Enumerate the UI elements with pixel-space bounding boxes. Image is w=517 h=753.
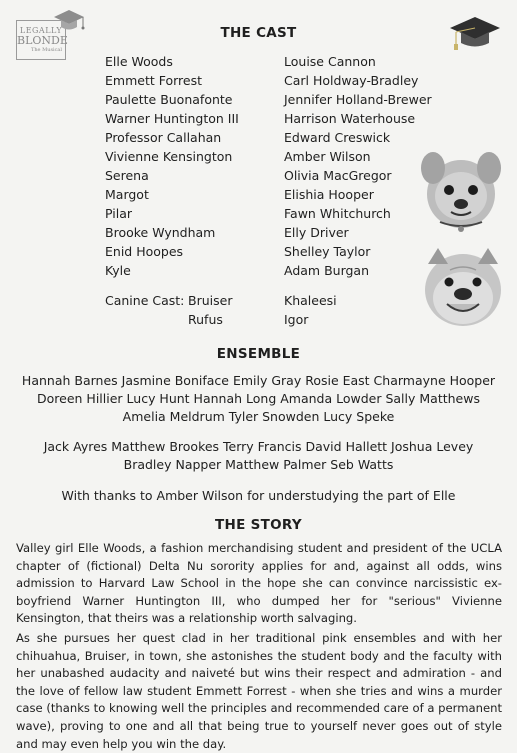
actor-name: Elly Driver [284,225,349,240]
character-name: Kyle [105,263,131,278]
cast-heading: THE CAST [220,25,297,41]
logo-line-1: LEGALLY [19,26,63,35]
bulldog-photo [420,240,506,332]
canine-actor: Igor [284,312,309,327]
canine-actor: Khaleesi [284,293,337,308]
actor-name: Jennifer Holland-Brewer [284,92,432,107]
story-heading: THE STORY [215,517,302,533]
actor-name: Louise Cannon [284,54,376,69]
logo-line-3: The Musical [31,47,62,53]
ensemble-line: Hannah Barnes Jasmine Boniface Emily Gray Rosie East Charmayne Hooper [21,373,496,388]
ensemble-line: Doreen Hillier Lucy Hunt Hannah Long Amanda Lowder Sally Matthews [37,391,480,406]
actor-list [284,52,432,280]
character-name: Professor Callahan [105,130,222,145]
actor-name: Elishia Hooper [284,187,374,202]
character-name: Serena [105,168,149,183]
character-name: Paulette Buonafonte [105,92,233,107]
character-name: Vivienne Kensington [105,149,233,164]
character-name: Warner Huntington III [105,111,239,126]
actor-name: Fawn Whitchurch [284,206,391,221]
ensemble-group-1 [0,372,517,426]
story-paragraph-2: As she pursues her quest clad in her traditional pink ensembles and with her chihuahua, Bruiser, in town, she astonishes the student body and the faculty with her unabashed audacity and naiveté but wins their respect and admiration - and the love of fellow law student Emmett Forrest - when she tries and wins a murder case (thanks to knowing well the principles and recommended care of a permanent wave), proving to one and all that being true to yourself never goes out of style and may even help you win the day. [16,631,502,751]
ensemble-line: Amelia Meldrum Tyler Snowden Lucy Speke [122,409,395,424]
character-name: Emmett Forrest [105,73,202,88]
chihuahua-photo [418,146,504,236]
actor-name: Amber Wilson [284,149,371,164]
actor-name: Harrison Waterhouse [284,111,416,126]
actor-name: Edward Creswick [284,130,391,145]
canine-role: Bruiser [188,293,233,308]
understudy-thanks: With thanks to Amber Wilson for understudying the part of Elle [61,488,456,503]
canine-cast-label: Canine Cast: [105,293,185,308]
logo-line-2: BLONDE [17,34,68,47]
ensemble-heading: ENSEMBLE [216,346,301,362]
ensemble-line: Jack Ayres Matthew Brookes Terry Francis David Hallett Joshua Levey [43,439,474,454]
ensemble-group-2 [0,438,517,474]
canine-roles [188,291,232,329]
story-paragraph-1: Valley girl Elle Woods, a fashion merchandising student and president of the UCLA chapter of (fictional) Delta Nu sorority applies for and, against all odds, wins admission to Harvard Law School in the hope she can convince narcissistic ex-boyfriend Warner Huntington III, who dumped her for "serious" Vivienne Kensington, that theirs was a relationship worth salvaging. [16,541,502,626]
canine-role: Rufus [188,312,223,327]
actor-name: Carl Holdway-Bradley [284,73,419,88]
character-name: Enid Hoopes [105,244,184,259]
actor-name: Olivia MacGregor [284,168,392,183]
character-name: Margot [105,187,149,202]
character-name: Pilar [105,206,133,221]
ensemble-line: Bradley Napper Matthew Palmer Seb Watts [123,457,394,472]
character-name: Elle Woods [105,54,173,69]
canine-actors [284,291,337,329]
character-list [105,52,239,280]
actor-name: Shelley Taylor [284,244,371,259]
character-name: Brooke Wyndham [105,225,216,240]
actor-name: Adam Burgan [284,263,370,278]
